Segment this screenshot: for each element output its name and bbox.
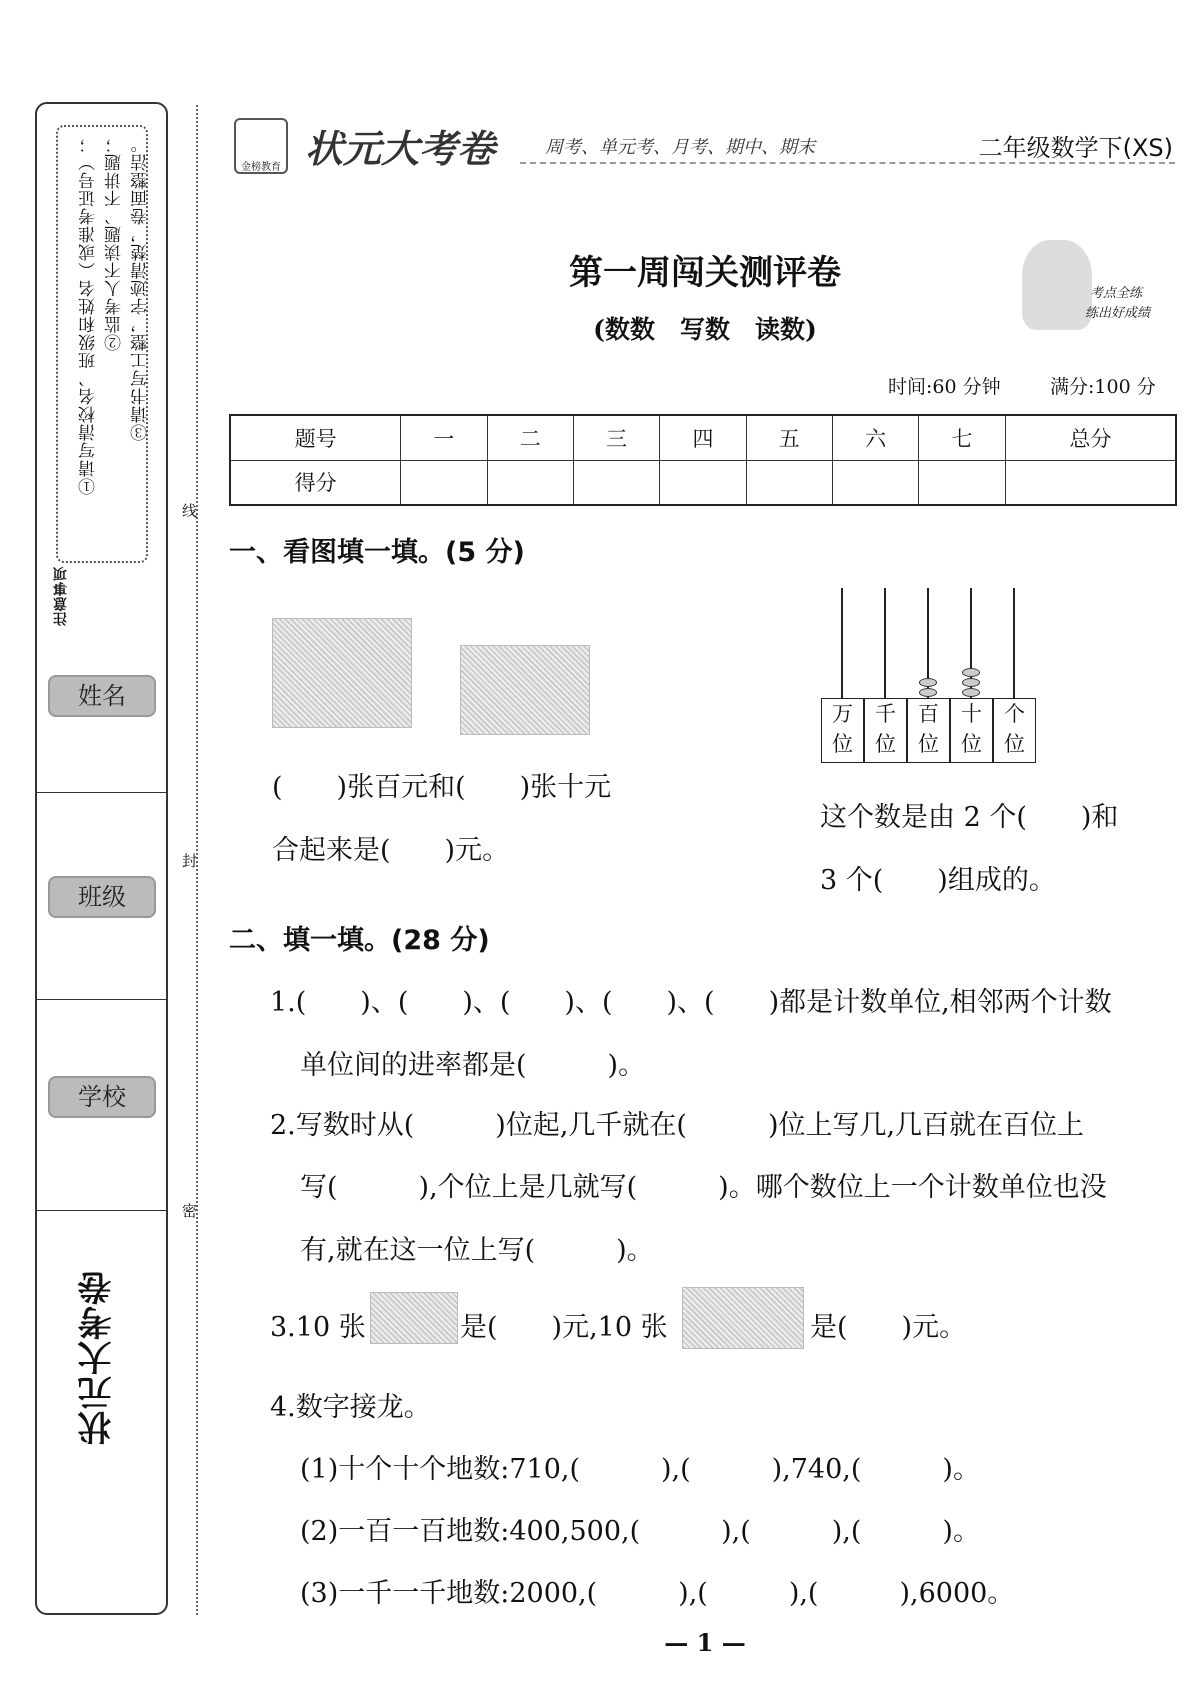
banknote-10-image — [370, 1292, 458, 1344]
abacus-rod — [1013, 588, 1015, 698]
q3-part-1: 3.10 张 — [270, 1312, 366, 1343]
note-3: ③请书写工整，字迹清楚，卷面整洁。 — [131, 135, 151, 441]
score-table — [229, 414, 1177, 506]
score-header-cell: 一 — [401, 415, 487, 460]
cut-mark: 封 — [182, 852, 198, 870]
notes-label: 注意事项 — [53, 566, 69, 626]
score-cell[interactable] — [1005, 460, 1176, 505]
exam-time: 时间:60 分钟 — [888, 376, 1001, 398]
score-header-cell: 总分 — [1005, 415, 1176, 460]
page-number: — 1 — — [664, 1628, 746, 1657]
abacus-place-label: 万位 — [821, 698, 864, 763]
abacus — [821, 588, 1036, 763]
score-row-label: 得分 — [230, 460, 401, 505]
score-header-cell: 四 — [660, 415, 746, 460]
score-cell[interactable] — [401, 460, 487, 505]
mascot-slogan-1: 考点全练 — [1090, 286, 1143, 301]
mascot-image — [1022, 240, 1092, 330]
abacus-bead — [919, 678, 937, 687]
mascot-slogan-2: 练出好成绩 — [1085, 306, 1151, 321]
score-cell[interactable] — [919, 460, 1005, 505]
header-divider — [520, 162, 1175, 164]
grade-subject: 二年级数学下(XS) — [978, 134, 1173, 162]
abacus-place-label: 百位 — [907, 698, 950, 763]
abacus-place-label: 个位 — [993, 698, 1036, 763]
q4-2: (2)一百一百地数:400,500,( ),( ),( )。 — [300, 1516, 980, 1547]
banknote-100-image — [272, 618, 412, 728]
brand-logo: 状元大考卷 — [305, 127, 496, 171]
section-1-title: 一、看图填一填。(5 分) — [229, 537, 525, 568]
score-cell[interactable] — [573, 460, 659, 505]
score-cell[interactable] — [832, 460, 918, 505]
score-header-cell: 七 — [919, 415, 1005, 460]
banknote-10-image — [460, 645, 590, 735]
school-field[interactable]: 学校 — [48, 1076, 156, 1118]
exam-series: 周考、单元考、月考、期中、期末 — [545, 137, 815, 158]
score-cell[interactable] — [660, 460, 746, 505]
name-field[interactable]: 姓名 — [48, 675, 156, 717]
q4-3: (3)一千一千地数:2000,( ),( ),( ),6000。 — [300, 1578, 1015, 1609]
class-field[interactable]: 班级 — [48, 876, 156, 918]
abacus-bead — [962, 668, 980, 677]
banknote-100-image — [682, 1287, 804, 1349]
abacus-rod — [841, 588, 843, 698]
abacus-place-label: 千位 — [864, 698, 907, 763]
score-cell[interactable] — [487, 460, 573, 505]
abacus-bead — [962, 688, 980, 697]
note-1: ①请写清校名、班级和姓名（或准考证号）； — [79, 135, 99, 495]
q4-title: 4.数字接龙。 — [270, 1392, 431, 1423]
section-2-title: 二、填一填。(28 分) — [229, 925, 490, 956]
q3-part-3: 是( )元。 — [810, 1312, 967, 1343]
score-header-cell: 二 — [487, 415, 573, 460]
abacus-rod — [884, 588, 886, 698]
score-cell[interactable] — [746, 460, 832, 505]
q1-line-1: 1.( )、( )、( )、( )、( )都是计数单位,相邻两个计数 — [270, 987, 1112, 1018]
note-2: ②监考人不读题、不讲题； — [105, 135, 125, 351]
s1-line-1: ( )张百元和( )张十元 — [272, 772, 612, 803]
score-header-cell: 五 — [746, 415, 832, 460]
full-score: 满分:100 分 — [1050, 376, 1156, 398]
s1-line-2: 合起来是( )元。 — [272, 835, 510, 866]
page-title: 第一周闯关测评卷 — [569, 253, 841, 293]
sidebar-brand-logo: 状元大考卷 — [78, 1270, 118, 1445]
q2-line-3: 有,就在这一位上写( )。 — [300, 1235, 654, 1266]
q4-1: (1)十个十个地数:710,( ),( ),740,( )。 — [300, 1454, 980, 1485]
abacus-place-label: 十位 — [950, 698, 993, 763]
publisher-logo: 金榜教育 — [234, 118, 288, 174]
s1-line-3: 这个数是由 2 个( )和 — [820, 802, 1119, 833]
cut-mark: 线 — [182, 502, 198, 520]
score-header-cell: 三 — [573, 415, 659, 460]
abacus-bead — [919, 688, 937, 697]
cut-mark: 密 — [182, 1202, 198, 1220]
page-subtitle: (数数 写数 读数) — [593, 315, 817, 344]
score-header-cell: 题号 — [230, 415, 401, 460]
q3-part-2: 是( )元,10 张 — [460, 1312, 668, 1343]
q2-line-2: 写( ),个位上是几就写( )。哪个数位上一个计数单位也没 — [300, 1172, 1107, 1203]
q1-line-2: 单位间的进率都是( )。 — [300, 1050, 646, 1081]
score-header-cell: 六 — [832, 415, 918, 460]
abacus-bead — [962, 678, 980, 687]
q2-line-1: 2.写数时从( )位起,几千就在( )位上写几,几百就在百位上 — [270, 1110, 1085, 1141]
s1-line-4: 3 个( )组成的。 — [820, 865, 1056, 896]
